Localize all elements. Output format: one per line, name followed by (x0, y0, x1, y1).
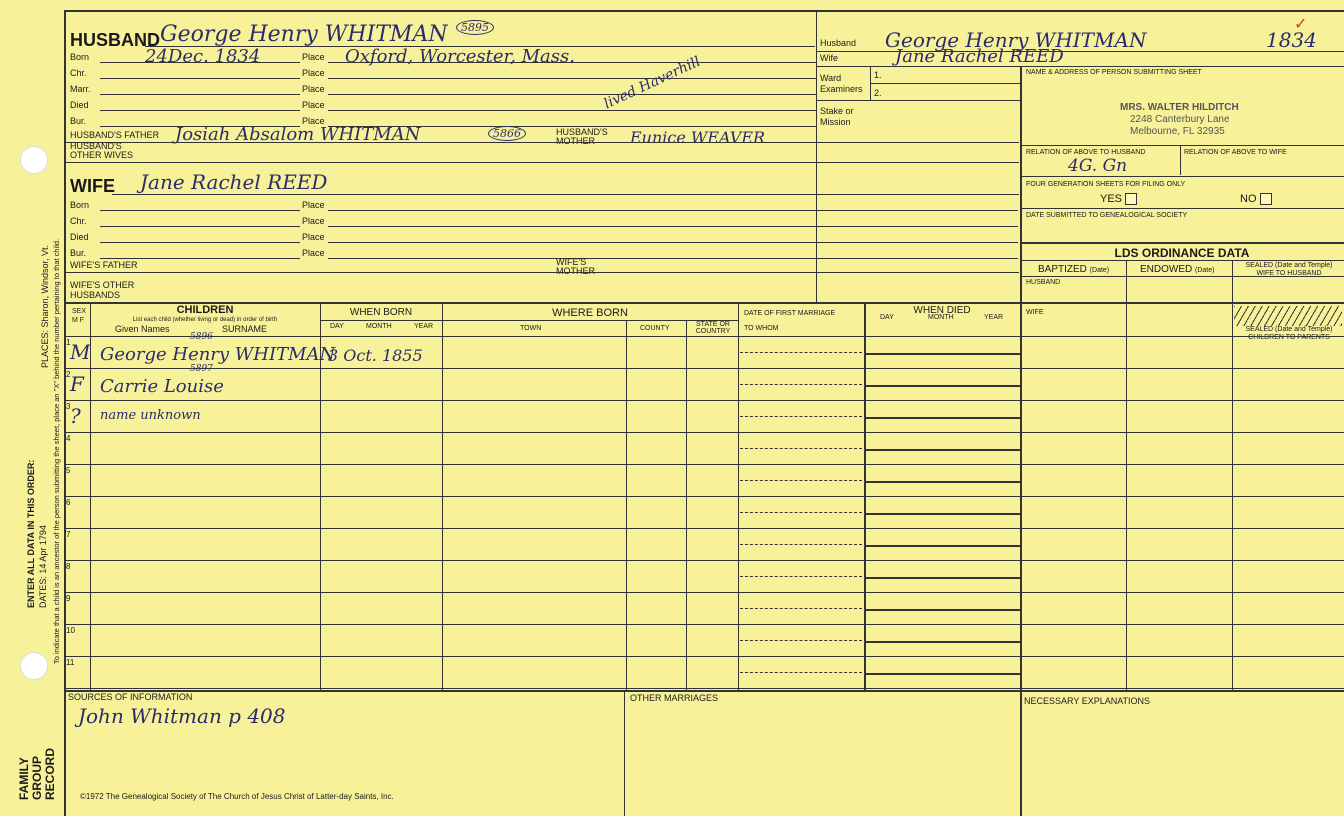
left-border (64, 10, 66, 816)
date-submitted-label: DATE SUBMITTED TO GENEALOGICAL SOCIETY (1026, 212, 1188, 219)
given-names-label: Given Names (115, 324, 170, 334)
husband-field-label: Chr. (70, 68, 87, 78)
husband-field-label: Marr. (70, 84, 91, 94)
husband-label: HUSBAND (70, 30, 160, 50)
husband-name: George Henry WHITMAN (160, 22, 448, 47)
child-born: 3 Oct. 1855 (328, 346, 423, 365)
lds-title: LDS ORDINANCE DATA (1114, 246, 1250, 260)
husband-born-date: 24Dec. 1834 (145, 46, 261, 67)
where-born-label: WHERE BORN (552, 307, 628, 319)
sources-label: SOURCES OF INFORMATION (68, 692, 193, 702)
top-border (64, 10, 1344, 12)
submitter-label: NAME & ADDRESS OF PERSON SUBMITTING SHEET (1026, 69, 1202, 76)
enter-note: ENTER ALL DATA IN THIS ORDER: (26, 459, 36, 608)
sex-label: SEX M F (72, 308, 87, 324)
child-row-number: 8 (66, 562, 71, 571)
places-note: PLACES: Sharon, Windsor, Vt. (40, 244, 50, 368)
child-name: George Henry WHITMAN (100, 344, 336, 365)
sources-value: John Whitman p 408 (78, 704, 286, 728)
hatched-box (1234, 306, 1342, 326)
endowed-text: ENDOWED (1140, 264, 1193, 275)
town-label: TOWN (520, 325, 542, 332)
child-row-number: 2 (66, 370, 71, 379)
lds-husband-label: HUSBAND (1026, 279, 1061, 286)
rel-husband-label: RELATION OF ABOVE TO HUSBAND (1026, 149, 1146, 156)
examiner-1: 1. (874, 70, 882, 80)
endowed-date: (Date) (1195, 267, 1215, 274)
wife-field-label: Chr. (70, 216, 87, 226)
first-marriage-label: DATE OF FIRST MARRIAGE (744, 310, 836, 317)
endowed-label (1140, 264, 1214, 275)
husband-place-label: Place (302, 52, 325, 62)
necessary-explanations-label: NECESSARY EXPLANATIONS (1024, 696, 1151, 706)
husband-father-id: 5866 (488, 126, 526, 141)
child-sex: ? (70, 404, 81, 428)
husband-mother-name: Eunice WEAVER (630, 128, 766, 147)
husband-field-label: Died (70, 100, 89, 110)
punch-hole (20, 146, 48, 174)
yes-option[interactable] (1100, 193, 1137, 205)
examiner-2: 2. (874, 88, 882, 98)
died-year-label: YEAR (984, 314, 1004, 321)
wife-other-husbands-label: WIFE'S OTHER HUSBANDS (70, 280, 135, 300)
copyright: ©1972 The Genealogical Society of The Church of Jesus Christ of Latter-day Saints, Inc. (80, 792, 394, 801)
child-row-number: 5 (66, 466, 71, 475)
wife-mother-label: WIFE'S MOTHER (556, 257, 595, 276)
child-row-number: 7 (66, 530, 71, 539)
no-checkbox[interactable] (1260, 193, 1272, 205)
no-label: NO (1240, 193, 1257, 205)
rh-wife-label: Wife (820, 53, 838, 63)
died-month-label: MONTH (928, 314, 954, 321)
rh-year: 1834 (1266, 28, 1317, 52)
husband-mother-label: HUSBAND'S MOTHER (556, 127, 608, 146)
baptized-label (1038, 264, 1109, 275)
lds-wife-label: WIFE (1026, 309, 1044, 316)
husband-id: 5895 (456, 20, 494, 35)
to-whom-label: TO WHOM (744, 325, 779, 332)
husband-father-name: Josiah Absalom WHITMAN (175, 124, 421, 145)
indicate-note: To indicate that a child is an ancestor of the person submitting the sheet, place an "X" behind the number pertaining to that child. (52, 238, 61, 664)
stake-label: Stake or Mission (820, 106, 854, 127)
surname-label: SURNAME (222, 324, 268, 334)
rh-husband-label: Husband (820, 38, 857, 48)
child-sex: M (70, 340, 91, 364)
husband-place-label: Place (302, 84, 325, 94)
husband-place-label: Place (302, 100, 325, 110)
state-label: STATE OR COUNTRY (695, 321, 731, 335)
baptized-text: BAPTIZED (1038, 264, 1087, 275)
punch-hole (20, 652, 48, 680)
husband-father-label: HUSBAND'S FATHER (70, 130, 160, 140)
born-year-label: YEAR (414, 323, 434, 330)
child-row-number: 1 (66, 338, 71, 347)
wife-father-label: WIFE'S FATHER (70, 260, 138, 270)
baptized-date: (Date) (1089, 267, 1110, 274)
wife-field-label: Bur. (70, 248, 87, 258)
yes-label: YES (1100, 193, 1123, 205)
child-id: 5896 (190, 332, 213, 342)
born-day-label: DAY (330, 323, 344, 330)
child-id: 5897 (190, 364, 213, 374)
county-label: COUNTY (640, 325, 670, 332)
check-mark: ✓ (1294, 16, 1308, 33)
husband-place-label: Place (302, 116, 325, 126)
child-row-number: 10 (66, 626, 75, 635)
when-died-label: WHEN DIED (913, 305, 971, 316)
when-born-label: WHEN BORN (349, 307, 413, 318)
sealed-children-label: SEALED (Date and Temple) CHILDREN TO PARENTS (1245, 326, 1333, 341)
wife-place-label: Place (302, 216, 325, 226)
wife-label: WIFE (70, 176, 115, 196)
rh-husband-name: George Henry WHITMAN (885, 28, 1147, 52)
died-day-label: DAY (880, 314, 894, 321)
child-row-number: 4 (66, 434, 71, 443)
family-group-record-title: FAMILY GROUP RECORD (17, 747, 57, 800)
wife-field-label: Died (70, 232, 89, 242)
rel-husband-value: 4G. Gn (1068, 156, 1128, 176)
dates-note: DATES: 14 Apr 1794 (38, 525, 48, 608)
sealed-wife-label: SEALED (Date and Temple) WIFE TO HUSBAND (1245, 262, 1333, 277)
submitter-address (1120, 102, 1239, 138)
wife-name: Jane Rachel REED (140, 170, 328, 194)
husband-place-label: Place (302, 68, 325, 78)
wife-place-label: Place (302, 248, 325, 258)
other-marriages-label: OTHER MARRIAGES (630, 693, 719, 703)
husband-field-label: Bur. (70, 116, 87, 126)
no-option[interactable] (1240, 193, 1272, 205)
born-month-label: MONTH (366, 323, 392, 330)
husband-lived-note: lived Haverhill (601, 53, 703, 113)
wife-place-label: Place (302, 200, 325, 210)
child-sex: F (70, 372, 84, 396)
child-row-number: 6 (66, 498, 71, 507)
child-row-number: 9 (66, 594, 71, 603)
child-row-number: 3 (66, 402, 71, 411)
rh-wife-name: Jane Rachel REED (895, 46, 1064, 67)
ward-label: Ward Examiners (820, 73, 863, 94)
child-name: Carrie Louise (100, 376, 224, 397)
child-row-number: 11 (66, 658, 75, 667)
submitter-city: Melbourne, FL 32935 (1130, 126, 1225, 137)
four-gen-label: FOUR GENERATION SHEETS FOR FILING ONLY (1026, 181, 1186, 188)
children-sub: List each child (whether living or dead) in order of birth (132, 317, 278, 323)
husband-other-wives-label: HUSBAND'S OTHER WIVES (70, 141, 134, 160)
submitter-street: 2248 Canterbury Lane (1130, 114, 1230, 125)
husband-field-label: Born (70, 52, 90, 62)
rel-wife-label: RELATION OF ABOVE TO WIFE (1184, 149, 1287, 156)
submitter-name: MRS. WALTER HILDITCH (1120, 102, 1239, 113)
child-name: name unknown (100, 408, 201, 423)
husband-born-place: Oxford, Worcester, Mass. (345, 46, 575, 67)
children-label: CHILDREN (176, 304, 234, 316)
wife-field-label: Born (70, 200, 90, 210)
wife-place-label: Place (302, 232, 325, 242)
yes-checkbox[interactable] (1125, 193, 1137, 205)
